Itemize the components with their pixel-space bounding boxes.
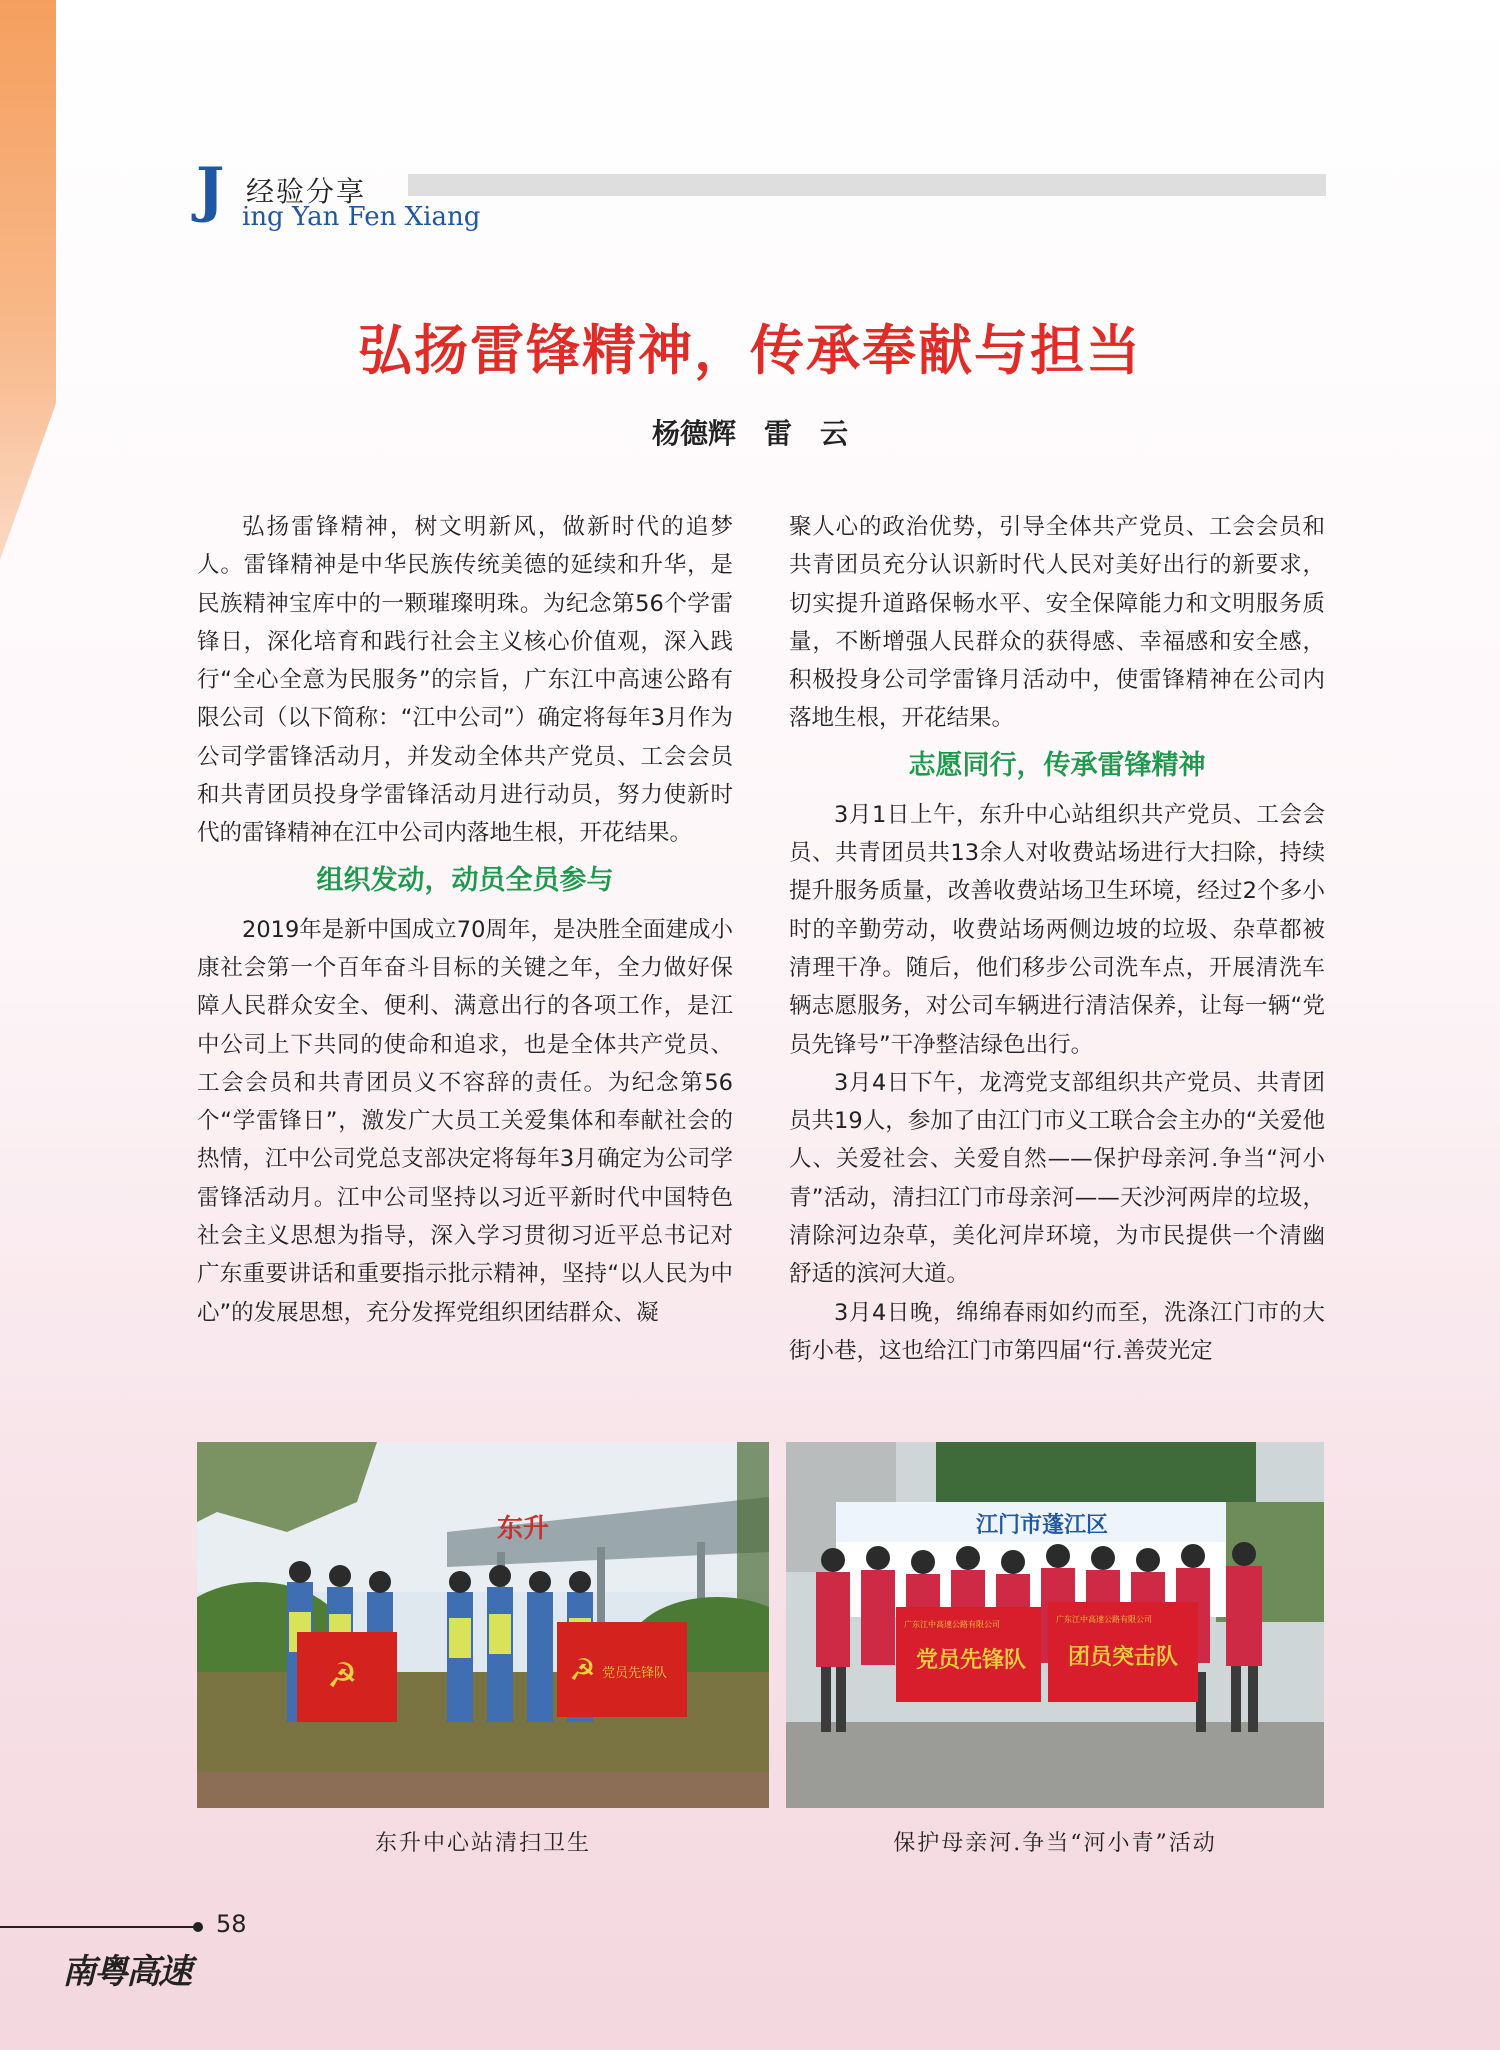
footer-line — [0, 1926, 196, 1928]
photo-caption-right: 保护母亲河.争当“河小青”活动 — [893, 1831, 1217, 1856]
banner-org-text: 广东江中高速公路有限公司 — [904, 1620, 1000, 1629]
banner-org-text: 广东江中高速公路有限公司 — [1056, 1615, 1152, 1624]
right-column — [789, 508, 1325, 1370]
section-pinyin: ing Yan Fen Xiang — [242, 202, 481, 232]
paragraph: 3月4日下午，龙湾党支部组织共产党员、共青团员共19人，参加了由江门市义工联合会主办的“关爱他人、关爱社会、关爱自然——保护母亲河.争当“河小青”活动，清扫江门市母亲河——天沙河两岸的垃圾，清除河边杂草，美化河岸环境，为市民提供一个清幽舒适的滨河大道。 — [789, 1069, 1325, 1288]
svg-text:☭: ☭ — [327, 1656, 358, 1696]
section-initial: J — [196, 155, 225, 225]
photo-river-protection — [786, 1442, 1324, 1808]
continued-paragraph: 聚人心的政治优势，引导全体共产党员、工会会员和共青团员充分认识新时代人民对美好出行的新要求，切实提升道路保畅水平、安全保障能力和文明服务质量，不断增强人民群众的获得感、幸福感和安全感，积极投身公司学雷锋月活动中，使雷锋精神在公司内落地生根，开花结果。 — [789, 514, 1325, 732]
footer-dot — [193, 1922, 203, 1932]
article-authors: 杨德辉 雷 云 — [651, 417, 848, 450]
section-title: 经验分享 — [246, 175, 367, 208]
section-header-bar — [408, 174, 1326, 196]
corner-decoration — [0, 0, 56, 560]
subheading-organize: 组织发动，动员全员参与 — [316, 864, 614, 896]
photo-toll-station-cleanup — [197, 1442, 769, 1808]
banner-text: 党员先锋队 — [916, 1647, 1027, 1673]
toll-sign-text: 东升 — [497, 1514, 550, 1544]
subheading-volunteer: 志愿同行，传承雷锋精神 — [908, 749, 1206, 781]
section-header — [196, 155, 1326, 238]
banner-text: 团员突击队 — [1068, 1644, 1179, 1670]
page-number: 58 — [216, 1910, 247, 1938]
flag-text: 党员先锋队 — [602, 1666, 668, 1681]
paragraph: 3月4日晚，绵绵春雨如约而至，洗涤江门市的大街小巷，这也给江门市第四届“行.善荧光定 — [789, 1299, 1325, 1364]
photo-caption-left: 东升中心站清扫卫生 — [374, 1831, 591, 1856]
article-title: 弘扬雷锋精神，传承奉献与担当 — [358, 318, 1142, 382]
paragraph: 3月1日上午，东升中心站组织共产党员、工会会员、共青团员共13余人对收费站场进行大扫除，持续提升服务质量，改善收费站场卫生环境，经过2个多小时的辛勤劳动，收费站场两侧边坡的垃圾、杂草都被清理干净。随后，他们移步公司洗车点，开展清洗车辆志愿服务，对公司车辆进行清洁保养，让每一辆“党员先锋号”干净整洁绿色出行。 — [789, 801, 1325, 1058]
left-column — [197, 508, 733, 1332]
paragraph: 2019年是新中国成立70周年，是决胜全面建成小康社会第一个百年奋斗目标的关键之年，全力做好保障人民群众安全、便利、满意出行的各项工作，是江中公司上下共同的使命和追求，也是全体共产党员、工会会员和共青团员义不容辞的责任。为纪念第56个“学雷锋日”，激发广大员工关爱集体和奉献社会的热情，江中公司党总支部决定将每年3月确定为公司学雷锋活动月。江中公司坚持以习近平新时代中国特色社会主义思想为指导，深入学习贯彻习近平总书记对广东重要讲话和重要指示批示精神，坚持“以人民为中心”的发展思想，充分发挥党组织团结群众、凝 — [197, 916, 733, 1326]
svg-text:☭: ☭ — [569, 1653, 596, 1688]
intro-paragraph: 弘扬雷锋精神，树文明新风，做新时代的追梦人。雷锋精神是中华民族传统美德的延续和升华，是民族精神宝库中的一颗璀璨明珠。为纪念第56个学雷锋日，深化培育和践行社会主义核心价值观，深入践行“全心全意为民服务”的宗旨，广东江中高速公路有限公司（以下简称：“江中公司”）确定将每年3月作为公司学雷锋活动月，并发动全体共产党员、工会会员和共青团员投身学雷锋活动月进行动员，努力使新时代的雷锋精神在江中公司内落地生根，开花结果。 — [197, 514, 733, 847]
board-text: 江门市蓬江区 — [976, 1512, 1109, 1538]
magazine-logo: 南粤高速 — [62, 1952, 190, 1992]
